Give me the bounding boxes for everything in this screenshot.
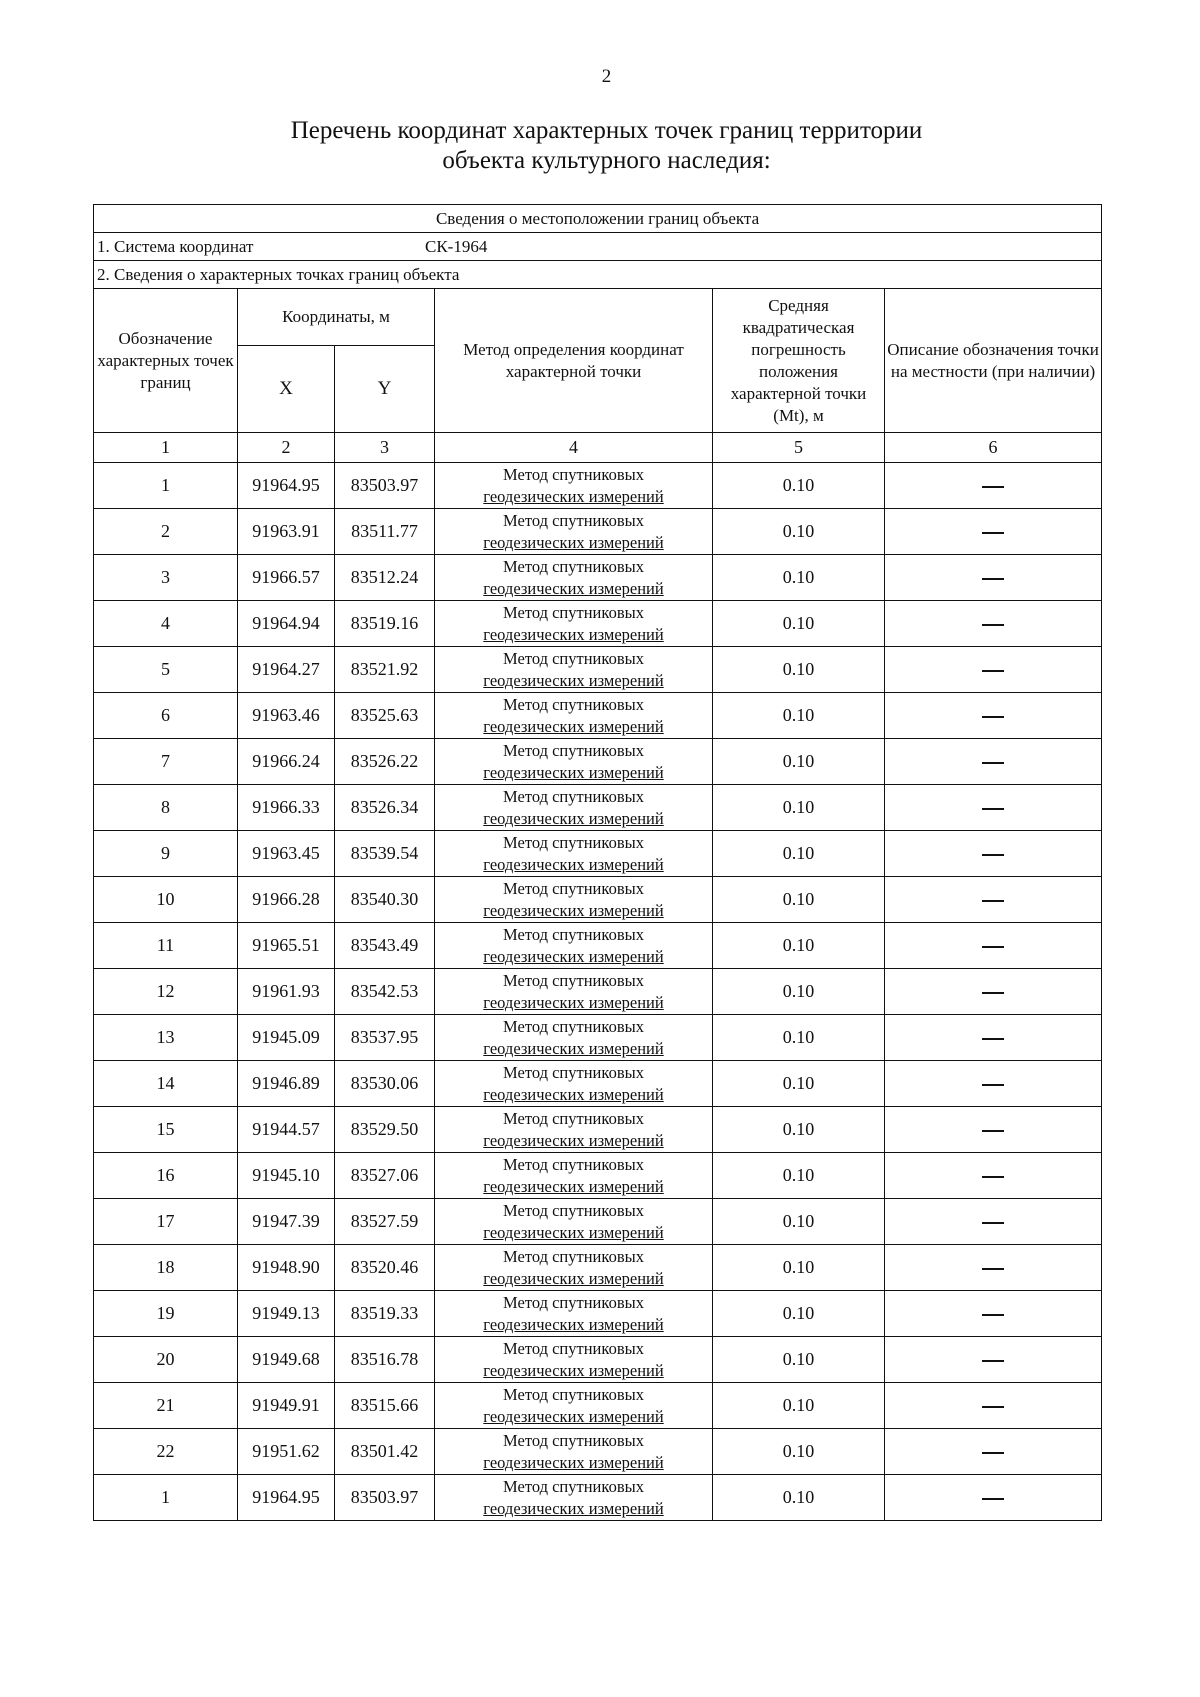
- coord-y: 83515.66: [335, 1383, 435, 1429]
- dash-mark: [982, 808, 1004, 810]
- table-row: [94, 1199, 1102, 1245]
- description-cell: [885, 923, 1102, 969]
- coord-y: 83525.63: [335, 693, 435, 739]
- description-cell: [885, 1245, 1102, 1291]
- method-line-1: Метод спутниковых: [503, 1338, 644, 1358]
- method-line-2: геодезических измерений: [483, 1084, 664, 1104]
- error-value: 0.10: [713, 1107, 885, 1153]
- coord-y: 83526.22: [335, 739, 435, 785]
- method-line-1: Метод спутниковых: [503, 464, 644, 484]
- dash-mark: [982, 854, 1004, 856]
- method-line-2: геодезических измерений: [483, 486, 664, 506]
- method-line-1: Метод спутниковых: [503, 878, 644, 898]
- coord-x: 91966.28: [238, 877, 335, 923]
- point-designation: 16: [94, 1153, 238, 1199]
- table-row: [94, 693, 1102, 739]
- method-cell: [435, 1429, 713, 1475]
- error-value: 0.10: [713, 877, 885, 923]
- method-cell: [435, 877, 713, 923]
- coord-y: 83521.92: [335, 647, 435, 693]
- error-value: 0.10: [713, 1291, 885, 1337]
- error-value: 0.10: [713, 1429, 885, 1475]
- coord-x: 91966.33: [238, 785, 335, 831]
- column-number: 1: [94, 433, 238, 463]
- table-row: [94, 463, 1102, 509]
- page-number: 2: [601, 66, 612, 87]
- description-cell: [885, 1015, 1102, 1061]
- method-line-1: Метод спутниковых: [503, 1108, 644, 1128]
- method-cell: [435, 1291, 713, 1337]
- method-line-1: Метод спутниковых: [503, 1430, 644, 1450]
- point-designation: 8: [94, 785, 238, 831]
- method-line-2: геодезических измерений: [483, 1452, 664, 1472]
- dash-mark: [982, 1130, 1004, 1132]
- coord-y: 83543.49: [335, 923, 435, 969]
- coord-x: 91965.51: [238, 923, 335, 969]
- table-row: [94, 601, 1102, 647]
- coord-x: 91963.45: [238, 831, 335, 877]
- method-line-2: геодезических измерений: [483, 624, 664, 644]
- dash-mark: [982, 1360, 1004, 1362]
- description-cell: [885, 1337, 1102, 1383]
- method-cell: [435, 785, 713, 831]
- coord-x: 91966.24: [238, 739, 335, 785]
- method-cell: [435, 923, 713, 969]
- points-section-label: 2. Сведения о характерных точках границ объекта: [94, 261, 1102, 289]
- error-value: 0.10: [713, 1153, 885, 1199]
- description-cell: [885, 739, 1102, 785]
- method-line-2: геодезических измерений: [483, 1176, 664, 1196]
- error-value: 0.10: [713, 969, 885, 1015]
- title-line-1: Перечень координат характерных точек границ территории: [290, 117, 923, 144]
- point-designation: 15: [94, 1107, 238, 1153]
- document-title: [0, 116, 1200, 176]
- method-cell: [435, 647, 713, 693]
- point-designation: 6: [94, 693, 238, 739]
- error-value: 0.10: [713, 1383, 885, 1429]
- method-line-1: Метод спутниковых: [503, 970, 644, 990]
- column-number: 5: [713, 433, 885, 463]
- error-value: 0.10: [713, 785, 885, 831]
- coord-x: 91949.68: [238, 1337, 335, 1383]
- header-x: X: [238, 346, 335, 433]
- header-description: Описание обозначения точки на местности (при наличии): [885, 289, 1102, 433]
- table-row: [94, 555, 1102, 601]
- method-cell: [435, 969, 713, 1015]
- coord-x: 91946.89: [238, 1061, 335, 1107]
- table-row: [94, 1337, 1102, 1383]
- error-value: 0.10: [713, 693, 885, 739]
- coord-x: 91949.91: [238, 1383, 335, 1429]
- table-row: [94, 1061, 1102, 1107]
- method-cell: [435, 1383, 713, 1429]
- method-line-2: геодезических измерений: [483, 532, 664, 552]
- table-row: [94, 923, 1102, 969]
- table-row: [94, 1475, 1102, 1521]
- dash-mark: [982, 1084, 1004, 1086]
- coord-y: 83542.53: [335, 969, 435, 1015]
- coord-x: 91963.46: [238, 693, 335, 739]
- description-cell: [885, 1199, 1102, 1245]
- method-line-2: геодезических измерений: [483, 670, 664, 690]
- method-cell: [435, 555, 713, 601]
- point-designation: 1: [94, 1475, 238, 1521]
- error-value: 0.10: [713, 555, 885, 601]
- method-line-2: геодезических измерений: [483, 1222, 664, 1242]
- method-line-2: геодезических измерений: [483, 578, 664, 598]
- coord-system-value: СК-1964: [425, 236, 488, 256]
- description-cell: [885, 831, 1102, 877]
- dash-mark: [982, 578, 1004, 580]
- description-cell: [885, 693, 1102, 739]
- point-designation: 9: [94, 831, 238, 877]
- method-cell: [435, 1107, 713, 1153]
- header-designation: Обозначение характерных точек границ: [94, 289, 238, 433]
- method-cell: [435, 1015, 713, 1061]
- method-line-2: геодезических измерений: [483, 900, 664, 920]
- dash-mark: [982, 1314, 1004, 1316]
- error-value: 0.10: [713, 647, 885, 693]
- point-designation: 13: [94, 1015, 238, 1061]
- table-row: [94, 1383, 1102, 1429]
- method-cell: [435, 1245, 713, 1291]
- table-row: [94, 1245, 1102, 1291]
- description-cell: [885, 1061, 1102, 1107]
- error-value: 0.10: [713, 831, 885, 877]
- coord-x: 91951.62: [238, 1429, 335, 1475]
- method-cell: [435, 601, 713, 647]
- point-designation: 11: [94, 923, 238, 969]
- table-row: [94, 739, 1102, 785]
- description-cell: [885, 1383, 1102, 1429]
- method-line-2: геодезических измерений: [483, 762, 664, 782]
- coord-y: 83539.54: [335, 831, 435, 877]
- method-line-2: геодезических измерений: [483, 854, 664, 874]
- description-cell: [885, 1153, 1102, 1199]
- method-line-1: Метод спутниковых: [503, 1476, 644, 1496]
- method-line-1: Метод спутниковых: [503, 786, 644, 806]
- header-error: Средняя квадратическая погрешность положения характерной точки (Mt), м: [713, 289, 885, 433]
- coord-y: 83530.06: [335, 1061, 435, 1107]
- dash-mark: [982, 670, 1004, 672]
- coord-y: 83520.46: [335, 1245, 435, 1291]
- point-designation: 18: [94, 1245, 238, 1291]
- coord-x: 91963.91: [238, 509, 335, 555]
- point-designation: 21: [94, 1383, 238, 1429]
- point-designation: 17: [94, 1199, 238, 1245]
- coord-y: 83519.33: [335, 1291, 435, 1337]
- description-cell: [885, 1429, 1102, 1475]
- method-line-2: геодезических измерений: [483, 1038, 664, 1058]
- method-line-2: геодезических измерений: [483, 1498, 664, 1518]
- coord-y: 83519.16: [335, 601, 435, 647]
- dash-mark: [982, 532, 1004, 534]
- description-cell: [885, 555, 1102, 601]
- coord-y: 83527.06: [335, 1153, 435, 1199]
- dash-mark: [982, 1222, 1004, 1224]
- dash-mark: [982, 624, 1004, 626]
- point-designation: 14: [94, 1061, 238, 1107]
- method-line-2: геодезических измерений: [483, 1268, 664, 1288]
- coord-y: 83529.50: [335, 1107, 435, 1153]
- coord-y: 83503.97: [335, 1475, 435, 1521]
- method-line-1: Метод спутниковых: [503, 1246, 644, 1266]
- coord-y: 83503.97: [335, 463, 435, 509]
- point-designation: 5: [94, 647, 238, 693]
- dash-mark: [982, 1406, 1004, 1408]
- method-line-1: Метод спутниковых: [503, 1154, 644, 1174]
- error-value: 0.10: [713, 1245, 885, 1291]
- method-cell: [435, 463, 713, 509]
- error-value: 0.10: [713, 509, 885, 555]
- coord-y: 83511.77: [335, 509, 435, 555]
- section-title: Сведения о местоположении границ объекта: [94, 205, 1102, 233]
- method-line-1: Метод спутниковых: [503, 648, 644, 668]
- table-row: [94, 509, 1102, 555]
- method-line-1: Метод спутниковых: [503, 694, 644, 714]
- table-row: [94, 969, 1102, 1015]
- column-number: 6: [885, 433, 1102, 463]
- coord-y: 83516.78: [335, 1337, 435, 1383]
- method-line-2: геодезических измерений: [483, 946, 664, 966]
- method-line-1: Метод спутниковых: [503, 832, 644, 852]
- method-line-1: Метод спутниковых: [503, 924, 644, 944]
- method-line-1: Метод спутниковых: [503, 1384, 644, 1404]
- header-coordinates: Координаты, м: [238, 289, 435, 346]
- method-line-2: геодезических измерений: [483, 1360, 664, 1380]
- description-cell: [885, 785, 1102, 831]
- coord-y: 83527.59: [335, 1199, 435, 1245]
- coord-y: 83540.30: [335, 877, 435, 923]
- method-line-2: геодезических измерений: [483, 716, 664, 736]
- dash-mark: [982, 946, 1004, 948]
- method-cell: [435, 693, 713, 739]
- coord-y: 83501.42: [335, 1429, 435, 1475]
- dash-mark: [982, 1452, 1004, 1454]
- coord-x: 91964.27: [238, 647, 335, 693]
- method-line-1: Метод спутниковых: [503, 740, 644, 760]
- dash-mark: [982, 1176, 1004, 1178]
- point-designation: 7: [94, 739, 238, 785]
- error-value: 0.10: [713, 601, 885, 647]
- point-designation: 12: [94, 969, 238, 1015]
- error-value: 0.10: [713, 1061, 885, 1107]
- column-number: 3: [335, 433, 435, 463]
- dash-mark: [982, 486, 1004, 488]
- description-cell: [885, 601, 1102, 647]
- coord-x: 91964.94: [238, 601, 335, 647]
- description-cell: [885, 509, 1102, 555]
- dash-mark: [982, 1038, 1004, 1040]
- coord-x: 91944.57: [238, 1107, 335, 1153]
- table-row: [94, 1153, 1102, 1199]
- title-line-2: объекта культурного наследия:: [442, 147, 771, 174]
- coordinates-table: [93, 204, 1102, 1521]
- description-cell: [885, 877, 1102, 923]
- error-value: 0.10: [713, 463, 885, 509]
- coord-y: 83537.95: [335, 1015, 435, 1061]
- description-cell: [885, 1475, 1102, 1521]
- method-line-2: геодезических измерений: [483, 1130, 664, 1150]
- error-value: 0.10: [713, 1199, 885, 1245]
- coord-x: 91949.13: [238, 1291, 335, 1337]
- coord-system-row: [94, 233, 1102, 261]
- dash-mark: [982, 762, 1004, 764]
- error-value: 0.10: [713, 1337, 885, 1383]
- point-designation: 4: [94, 601, 238, 647]
- method-line-1: Метод спутниковых: [503, 510, 644, 530]
- method-cell: [435, 509, 713, 555]
- method-line-1: Метод спутниковых: [503, 1292, 644, 1312]
- point-designation: 20: [94, 1337, 238, 1383]
- dash-mark: [982, 900, 1004, 902]
- error-value: 0.10: [713, 1475, 885, 1521]
- method-line-1: Метод спутниковых: [503, 1062, 644, 1082]
- coord-x: 91964.95: [238, 1475, 335, 1521]
- header-method: Метод определения координат характерной точки: [435, 289, 713, 433]
- method-cell: [435, 1061, 713, 1107]
- coord-x: 91945.10: [238, 1153, 335, 1199]
- table-row: [94, 785, 1102, 831]
- method-cell: [435, 739, 713, 785]
- method-cell: [435, 831, 713, 877]
- coord-x: 91961.93: [238, 969, 335, 1015]
- method-line-1: Метод спутниковых: [503, 1016, 644, 1036]
- coord-x: 91947.39: [238, 1199, 335, 1245]
- dash-mark: [982, 716, 1004, 718]
- coord-system-label: 1. Система координат: [97, 236, 254, 256]
- method-line-2: геодезических измерений: [483, 992, 664, 1012]
- point-designation: 2: [94, 509, 238, 555]
- header-y: Y: [335, 346, 435, 433]
- table-row: [94, 647, 1102, 693]
- method-line-1: Метод спутниковых: [503, 556, 644, 576]
- coord-y: 83512.24: [335, 555, 435, 601]
- method-cell: [435, 1475, 713, 1521]
- dash-mark: [982, 992, 1004, 994]
- coord-x: 91948.90: [238, 1245, 335, 1291]
- point-designation: 3: [94, 555, 238, 601]
- method-cell: [435, 1199, 713, 1245]
- table-row: [94, 1429, 1102, 1475]
- method-line-2: геодезических измерений: [483, 808, 664, 828]
- method-line-2: геодезических измерений: [483, 1314, 664, 1334]
- table-row: [94, 877, 1102, 923]
- error-value: 0.10: [713, 923, 885, 969]
- method-line-1: Метод спутниковых: [503, 602, 644, 622]
- point-designation: 22: [94, 1429, 238, 1475]
- table-row: [94, 1107, 1102, 1153]
- dash-mark: [982, 1498, 1004, 1500]
- dash-mark: [982, 1268, 1004, 1270]
- description-cell: [885, 969, 1102, 1015]
- error-value: 0.10: [713, 739, 885, 785]
- description-cell: [885, 463, 1102, 509]
- coord-y: 83526.34: [335, 785, 435, 831]
- table-row: [94, 1015, 1102, 1061]
- description-cell: [885, 647, 1102, 693]
- table-row: [94, 831, 1102, 877]
- point-designation: 10: [94, 877, 238, 923]
- description-cell: [885, 1291, 1102, 1337]
- point-designation: 19: [94, 1291, 238, 1337]
- description-cell: [885, 1107, 1102, 1153]
- column-number: 2: [238, 433, 335, 463]
- method-cell: [435, 1153, 713, 1199]
- point-designation: 1: [94, 463, 238, 509]
- column-number: 4: [435, 433, 713, 463]
- coord-x: 91964.95: [238, 463, 335, 509]
- method-line-1: Метод спутниковых: [503, 1200, 644, 1220]
- error-value: 0.10: [713, 1015, 885, 1061]
- method-cell: [435, 1337, 713, 1383]
- coord-x: 91966.57: [238, 555, 335, 601]
- coord-x: 91945.09: [238, 1015, 335, 1061]
- table-row: [94, 1291, 1102, 1337]
- method-line-2: геодезических измерений: [483, 1406, 664, 1426]
